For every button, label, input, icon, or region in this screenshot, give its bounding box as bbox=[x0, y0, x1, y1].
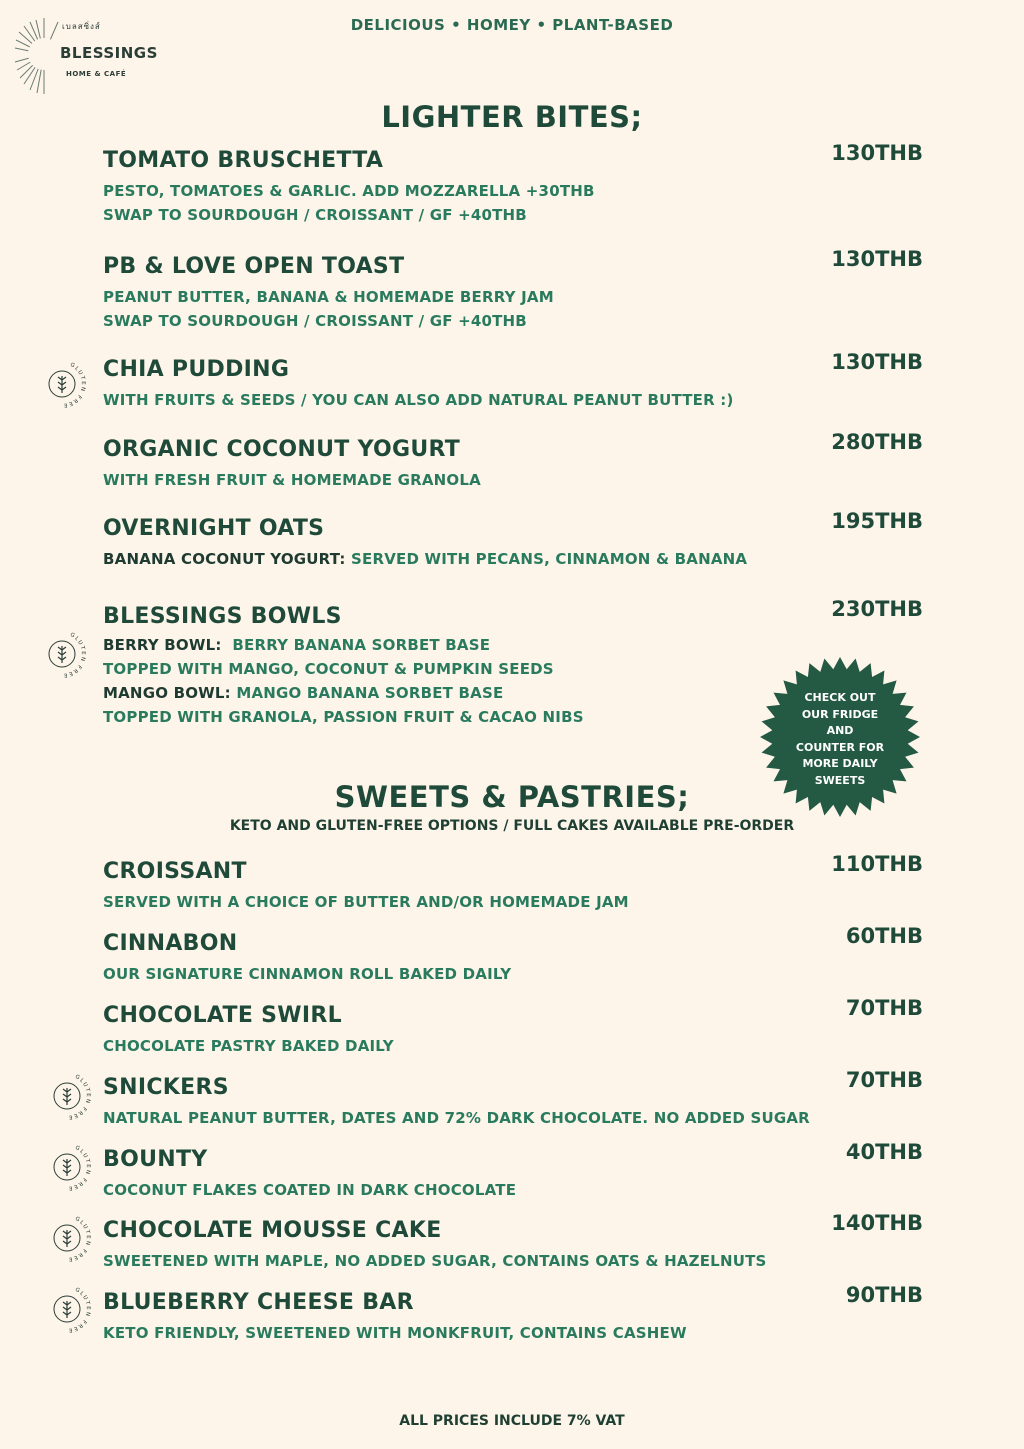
desc-label: BANANA COCONUT YOGURT: bbox=[103, 550, 346, 568]
menu-item bbox=[103, 996, 923, 1058]
item-name: CHOCOLATE SWIRL bbox=[103, 1003, 342, 1028]
item-price: 230THB bbox=[831, 597, 923, 621]
vat-note: ALL PRICES INCLUDE 7% VAT bbox=[399, 1413, 625, 1429]
gf-label: GLUTEN FREE bbox=[61, 361, 86, 408]
item-name: BLUEBERRY CHEESE BAR bbox=[103, 1290, 414, 1315]
gluten-free-icon bbox=[38, 360, 86, 408]
item-description: PEANUT BUTTER, BANANA & HOMEMADE BERRY JAM bbox=[103, 288, 554, 306]
item-price: 130THB bbox=[831, 247, 923, 271]
menu-item bbox=[103, 924, 923, 986]
gluten-free-icon bbox=[43, 1143, 91, 1191]
gf-label: GLUTEN FREE bbox=[66, 1144, 91, 1191]
logo-thai-text: เบลสซิ่งส์ bbox=[62, 22, 101, 31]
badge-line: MORE DAILY bbox=[802, 757, 878, 770]
wheat-icon bbox=[58, 376, 66, 393]
badge-line: SWEETS bbox=[814, 773, 866, 787]
item-price: 70THB bbox=[845, 996, 923, 1020]
menu-item bbox=[103, 509, 923, 571]
gf-label: GLUTEN FREE bbox=[66, 1215, 91, 1262]
tagline: DELICIOUS • HOMEY • PLANT-BASED bbox=[350, 16, 674, 34]
item-name: SNICKERS bbox=[103, 1075, 229, 1100]
item-price: 60THB bbox=[845, 924, 923, 948]
item-price: 130THB bbox=[831, 350, 923, 374]
desc-label: MANGO BOWL: bbox=[103, 684, 231, 702]
item-name: PB & LOVE OPEN TOAST bbox=[103, 254, 405, 279]
item-price: 140THB bbox=[831, 1211, 923, 1235]
item-description: CHOCOLATE PASTRY BAKED DAILY bbox=[103, 1037, 394, 1055]
logo-name: BLESSINGS bbox=[60, 44, 158, 62]
gf-label: GLUTEN FREE bbox=[61, 631, 86, 678]
item-description: SWAP TO SOURDOUGH / CROISSANT / GF +40THB bbox=[103, 312, 527, 330]
menu-item bbox=[103, 247, 923, 333]
menu-item bbox=[103, 1068, 923, 1130]
desc-text: SERVED WITH PECANS, CINNAMON & BANANA bbox=[351, 550, 748, 568]
wheat-icon bbox=[63, 1159, 71, 1176]
menu-item bbox=[103, 1211, 923, 1273]
menu-item bbox=[103, 1283, 923, 1345]
item-name: BLESSINGS BOWLS bbox=[103, 604, 342, 629]
desc-text: BERRY BANANA SORBET BASE bbox=[232, 636, 491, 654]
desc-text: MANGO BANANA SORBET BASE bbox=[236, 684, 504, 702]
item-description: KETO FRIENDLY, SWEETENED WITH MONKFRUIT, CONTAINS CASHEW bbox=[103, 1324, 687, 1342]
section-title-lighter-bites: LIGHTER BITES; bbox=[381, 100, 643, 134]
badge-line: CHECK OUT bbox=[804, 691, 876, 704]
gluten-free-icon bbox=[38, 630, 86, 678]
item-name: ORGANIC COCONUT YOGURT bbox=[103, 437, 461, 462]
item-description: PESTO, TOMATOES & GARLIC. ADD MOZZARELLA +30THB bbox=[103, 182, 595, 200]
item-description: NATURAL PEANUT BUTTER, DATES AND 72% DARK CHOCOLATE. NO ADDED SUGAR bbox=[103, 1109, 810, 1127]
wheat-icon bbox=[63, 1230, 71, 1247]
item-price: 90THB bbox=[845, 1283, 923, 1307]
item-price: 70THB bbox=[845, 1068, 923, 1092]
fridge-badge-text bbox=[760, 690, 920, 789]
item-name: CHOCOLATE MOUSSE CAKE bbox=[103, 1218, 442, 1243]
menu-item bbox=[103, 350, 923, 412]
item-name: TOMATO BRUSCHETTA bbox=[103, 148, 384, 173]
item-description bbox=[103, 547, 923, 571]
menu-item bbox=[103, 430, 923, 492]
wheat-icon bbox=[63, 1301, 71, 1318]
item-price: 40THB bbox=[845, 1140, 923, 1164]
item-price: 280THB bbox=[831, 430, 923, 454]
item-description: COCONUT FLAKES COATED IN DARK CHOCOLATE bbox=[103, 1181, 517, 1199]
item-description: OUR SIGNATURE CINNAMON ROLL BAKED DAILY bbox=[103, 965, 512, 983]
item-description: TOPPED WITH GRANOLA, PASSION FRUIT & CACAO NIBS bbox=[103, 708, 584, 726]
badge-line: COUNTER FOR bbox=[795, 740, 885, 754]
gluten-free-icon bbox=[43, 1214, 91, 1262]
wheat-icon bbox=[63, 1088, 71, 1105]
menu-item bbox=[103, 1140, 923, 1202]
item-price: 130THB bbox=[831, 141, 923, 165]
wheat-icon bbox=[58, 646, 66, 663]
section-subtitle-sweets: KETO AND GLUTEN-FREE OPTIONS / FULL CAKES AVAILABLE PRE-ORDER bbox=[229, 818, 795, 834]
menu-item bbox=[103, 141, 923, 227]
menu-item bbox=[103, 852, 923, 914]
item-name: CROISSANT bbox=[103, 859, 247, 884]
item-description: WITH FRESH FRUIT & HOMEMADE GRANOLA bbox=[103, 471, 481, 489]
badge-line: OUR FRIDGE bbox=[801, 707, 879, 721]
item-description: SWAP TO SOURDOUGH / CROISSANT / GF +40THB bbox=[103, 206, 527, 224]
item-name: BOUNTY bbox=[103, 1147, 208, 1172]
gf-label: GLUTEN FREE bbox=[66, 1286, 91, 1333]
logo-subtitle: HOME & CAFÉ bbox=[66, 70, 127, 78]
item-price: 195THB bbox=[831, 509, 923, 533]
desc-label: BERRY BOWL: bbox=[103, 636, 222, 654]
item-name: OVERNIGHT OATS bbox=[103, 516, 325, 541]
item-description: SERVED WITH A CHOICE OF BUTTER AND/OR HOMEMADE JAM bbox=[103, 893, 629, 911]
gluten-free-icon bbox=[43, 1072, 91, 1120]
item-description: SWEETENED WITH MAPLE, NO ADDED SUGAR, CONTAINS OATS & HAZELNUTS bbox=[103, 1252, 767, 1270]
section-title-sweets: SWEETS & PASTRIES; bbox=[334, 780, 690, 814]
item-name: CHIA PUDDING bbox=[103, 357, 290, 382]
item-description: TOPPED WITH MANGO, COCONUT & PUMPKIN SEEDS bbox=[103, 660, 554, 678]
item-description: WITH FRUITS & SEEDS / YOU CAN ALSO ADD NATURAL PEANUT BUTTER :) bbox=[103, 391, 734, 409]
item-description bbox=[103, 633, 923, 657]
gf-label: GLUTEN FREE bbox=[66, 1073, 91, 1120]
gluten-free-icon bbox=[43, 1285, 91, 1333]
item-price: 110THB bbox=[831, 852, 923, 876]
item-name: CINNABON bbox=[103, 931, 238, 956]
badge-line: AND bbox=[826, 724, 854, 737]
